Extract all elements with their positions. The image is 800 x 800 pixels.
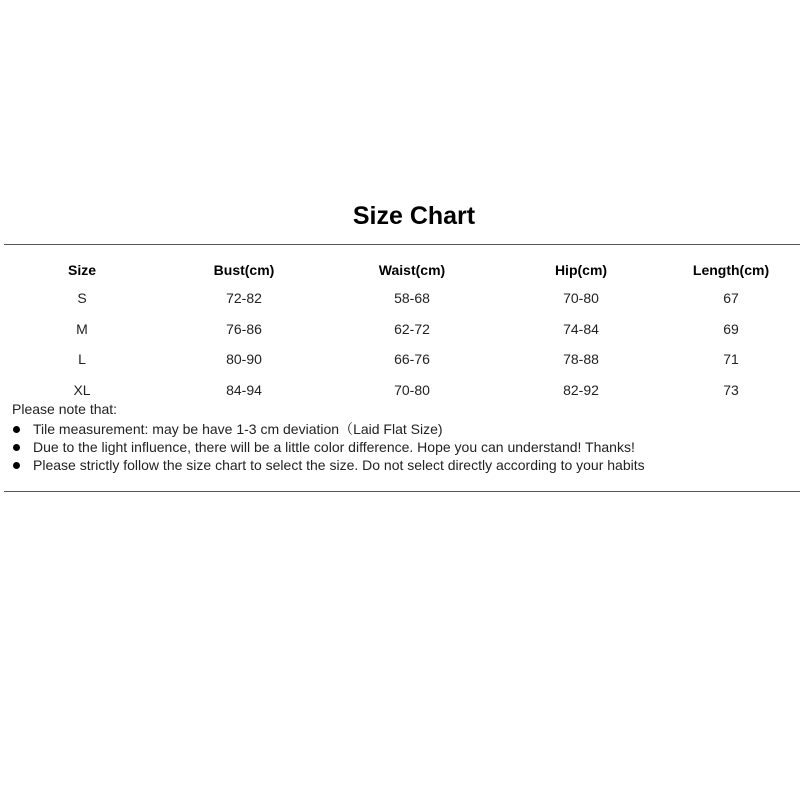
notes-list [12,420,645,474]
page-title: Size Chart [352,202,476,230]
cell-hip: 78-88 [563,351,599,368]
bullet-icon [13,426,20,433]
bullet-icon [13,462,20,469]
cell-length: 67 [723,290,739,307]
list-item [12,420,645,438]
bullet-icon [13,444,20,451]
table-row [0,344,800,375]
header-size: Size [67,262,96,278]
note-text: Tile measurement: may be have 1-3 cm deviation（Laid Flat Size) [33,421,443,437]
top-divider [4,244,800,245]
cell-bust: 72-82 [226,290,262,307]
cell-hip: 70-80 [563,290,599,307]
header-waist: Waist(cm) [378,262,446,278]
header-bust: Bust(cm) [213,262,275,278]
cell-bust: 76-86 [226,320,262,337]
list-item [12,438,645,456]
note-text: Due to the light influence, there will be a little color difference. Hope you can understand! Thanks! [33,439,635,455]
cell-waist: 58-68 [394,290,430,307]
table-header-row [0,257,800,283]
size-table [0,257,800,405]
notes-heading: Please note that: [12,401,118,417]
cell-waist: 62-72 [394,320,430,337]
list-item [12,456,645,474]
cell-size: XL [73,381,91,398]
cell-waist: 70-80 [394,381,430,398]
bottom-divider [4,491,800,492]
cell-length: 73 [723,381,739,398]
cell-hip: 82-92 [563,381,599,398]
cell-length: 71 [723,351,739,368]
cell-hip: 74-84 [563,320,599,337]
header-length: Length(cm) [692,262,770,278]
cell-size: M [76,320,88,337]
notes-section [12,400,645,474]
cell-bust: 84-94 [226,381,262,398]
table-row [0,314,800,345]
cell-size: S [77,290,87,307]
note-text: Please strictly follow the size chart to select the size. Do not select directly according to your habits [33,457,645,473]
cell-bust: 80-90 [226,351,262,368]
cell-waist: 66-76 [394,351,430,368]
header-hip: Hip(cm) [554,262,608,278]
cell-length: 69 [723,320,739,337]
table-row [0,283,800,314]
cell-size: L [78,351,86,368]
